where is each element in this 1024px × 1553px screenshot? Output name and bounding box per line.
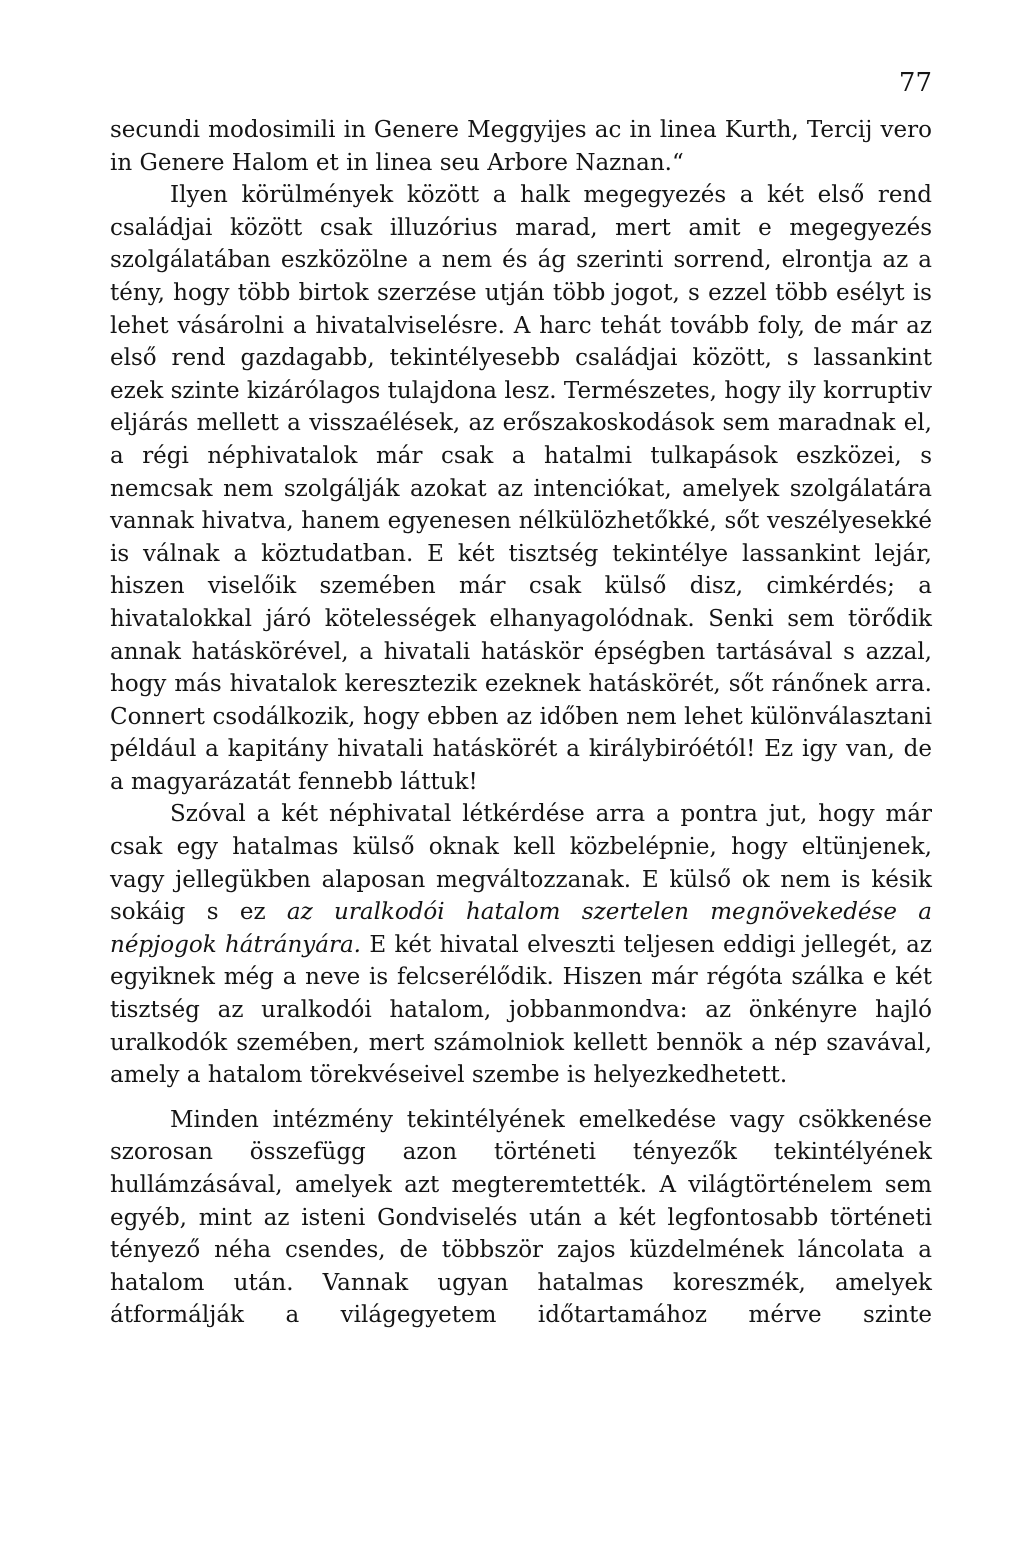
emphasized-text: az uralkodói hatalom szertelen megnövekedése a népjogok hátrányára.	[110, 899, 932, 958]
text-run: secundi modosimili in Genere Meggyijes ac in linea Kurth, Tercij vero in Genere Halom et in linea seu Arbore Naznan.“	[110, 117, 932, 176]
text-run: Minden intézmény tekintélyének emelkedése vagy csökkenése szorosan összefügg azon történeti tényezők tekintélyének hullámzásával, amelyek azt megteremtették. A világtörténelem sem egyéb, mint az isteni Gondviselés után a két legfontosabb történeti tényező néha csendes, de többször zajos küzdelmének láncolata a hatalom után. Vannak ugyan hatalmas koreszmék, amelyek átformálják a világegyetem időtartamához mérve szinte	[110, 1106, 932, 1329]
text-run: E két hivatal elveszti teljesen eddigi jellegét, az egyiknek még a neve is felcserélődik. Hiszen már régóta szálka e két tisztség az uralkodói hatalom, jobbanmondva: az önkényre hajló uralkodók szemében, mert számolniok kellett bennök a nép szavával, amely a hatalom törekvéseivel szembe is helyezkedhetett.	[110, 931, 932, 1089]
paragraph-3	[110, 1104, 932, 1332]
paragraph-1	[110, 179, 932, 798]
book-page	[110, 70, 932, 1332]
paragraph-latin-quote	[110, 114, 932, 179]
page-number: 77	[898, 68, 932, 98]
body-text	[110, 114, 932, 1332]
text-run: Szóval a két néphivatal létkérdése arra a pontra jut, hogy már csak egy hatalmas külső oknak kell közbelépnie, hogy eltünjenek, vagy jellegükben alaposan megváltozzanak. E külső ok nem is késik sokáig s ez	[110, 801, 932, 926]
paragraph-2	[110, 798, 932, 1091]
text-run: Ilyen körülmények között a halk megegyezés a két első rend családjai között csak illuzórius marad, mert amit e megegyezés szolgálatában eszközölne a nem és ág szerinti sorrend, elrontja az a tény, hogy több birtok szerzése utján több jogot, s ezzel több esélyt is lehet vásárolni a hivatalviselésre. A harc tehát tovább foly, de már az első rend gazdagabb, tekintélyesebb családjai között, s lassankint ezek szinte kizárólagos tulajdona lesz. Természetes, hogy ily korruptiv eljárás mellett a visszaélések, az erőszakoskodások sem maradnak el, a régi néphivatalok már csak a hatalmi tulkapások eszközei, s nemcsak nem szolgálják azokat az intenciókat, amelyek szolgálatára vannak hivatva, hanem egyenesen nélkülözhetőkké, sőt veszélyesekké is válnak a köztudatban. E két tisztség tekintélye lassankint lejár, hiszen viselőik szemében már csak külső disz, cimkérdés; a hivatalokkal járó kötelességek elhanyagolódnak. Senki sem törődik annak hatáskörével, a hivatali hatáskör épségben tartásával s azzal, hogy más hivatalok keresztezik ezeknek hatáskörét, sőt ránőnek arra. Connert csodálkozik, hogy ebben az időben nem lehet különválasztani például a kapitány hivatali hatáskörét a királybiróétól! Ez igy van, de a magyarázatát fennebb láttuk!	[110, 182, 932, 795]
